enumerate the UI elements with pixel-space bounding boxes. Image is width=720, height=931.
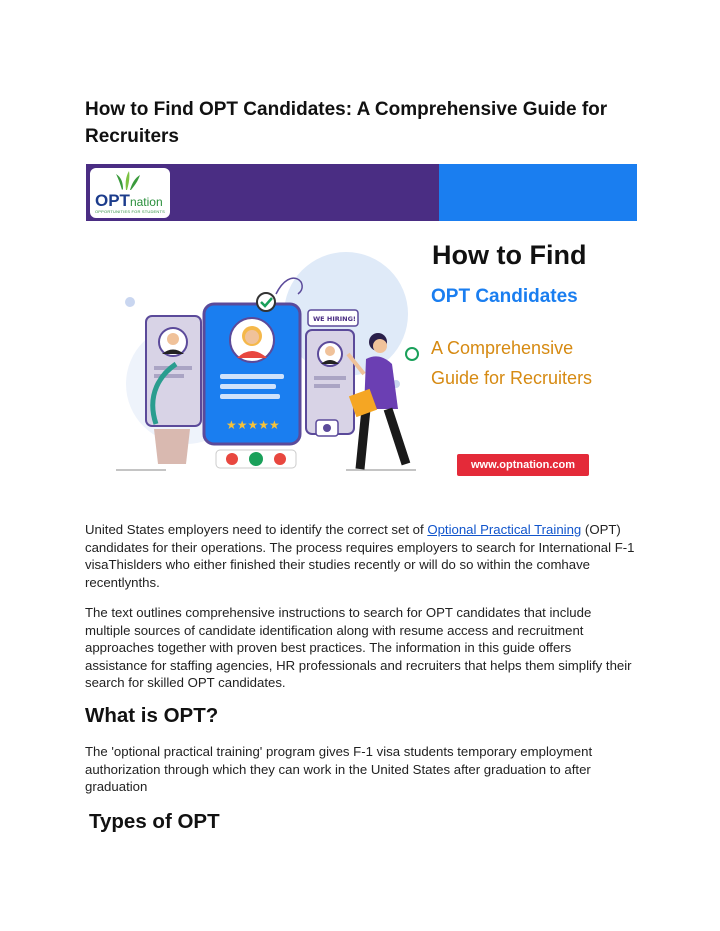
- intro-paragraph: [85, 521, 637, 591]
- banner-headline-1: How to Find: [432, 240, 587, 270]
- recruiter-illustration: [116, 224, 436, 484]
- banner-headline-2: OPT Candidates: [431, 286, 578, 307]
- leaf-icon: [116, 171, 144, 191]
- optnation-logo: [90, 168, 170, 218]
- banner-url-badge: www.optnation.com: [457, 454, 589, 476]
- banner-headline-3: A Comprehensive: [431, 338, 574, 358]
- logo-word-suffix: nation: [129, 195, 163, 209]
- intro-text-after-link: (OPT) candidates for their operations. The process requires employers to search for International F-1 visaThislders who either finished their studies recently or will do so within the comhave recentlynths.: [85, 522, 635, 590]
- banner-blue-bar: [439, 164, 637, 221]
- banner-headline-4: Guide for Recruiters: [431, 368, 593, 388]
- logo-word: OPT: [95, 191, 130, 210]
- hero-banner-image: [86, 164, 637, 486]
- hiring-tag: WE HIRING!: [313, 315, 356, 323]
- overview-paragraph: The text outlines comprehensive instructions to search for OPT candidates that include multiple sources of candidate identification along with resume access and recruitment approaches together with proven best practices. The information in this guide offers assistance for staffing agencies, HR professionals and recruiters that helps them simplify their search for skilled OPT candidates.: [85, 605, 632, 690]
- document-title: How to Find OPT Candidates: A Comprehensive Guide for Recruiters: [85, 99, 608, 147]
- opt-definition-paragraph: The 'optional practical training' program gives F-1 visa students temporary employment authorization through which they can work in the United States after graduation to after graduation: [85, 744, 593, 794]
- heading-what-is-opt: What is OPT?: [85, 704, 219, 727]
- optional-practical-training-link[interactable]: Optional Practical Training: [427, 522, 582, 537]
- intro-text-before-link: United States employers need to identify the correct set of: [85, 522, 428, 537]
- logo-tagline: OPPORTUNITIES FOR STUDENTS: [95, 209, 166, 214]
- svg-text:★★★★★: ★★★★★: [226, 418, 280, 432]
- heading-types-of-opt: Types of OPT: [89, 810, 220, 833]
